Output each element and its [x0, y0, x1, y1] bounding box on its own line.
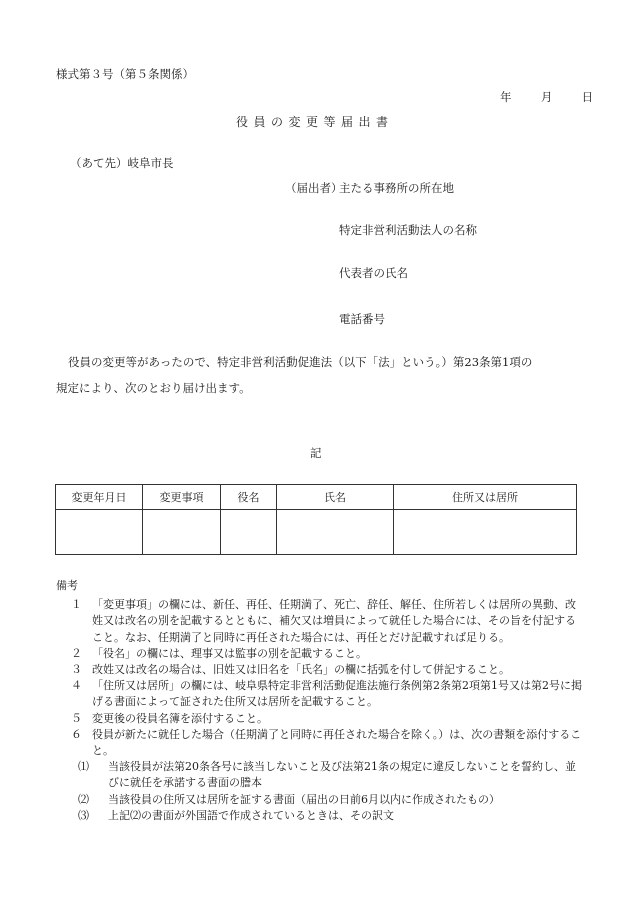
addressee: （あて先）岐阜市長: [70, 156, 174, 170]
header-change-date: 変更年月日: [56, 485, 143, 510]
note-number: ４: [71, 679, 82, 693]
note-item: [56, 646, 586, 662]
submitter-label: （届出者）: [285, 181, 343, 195]
note-item: [56, 662, 586, 678]
note-number: １: [71, 598, 82, 612]
header-change-item: 変更事項: [143, 485, 221, 510]
table-row: [56, 510, 577, 555]
note-text: 変更後の役員名簿を添付すること。: [92, 711, 268, 725]
representative-label: 代表者の氏名: [339, 266, 408, 280]
note-text: 改姓又は改名の場合は、旧姓又は旧名を「氏名」の欄に括弧を付して併記すること。: [92, 663, 510, 677]
body-text: [56, 349, 576, 401]
date-line: [500, 89, 593, 105]
note-item: [56, 711, 586, 727]
subnote-item: [68, 792, 586, 808]
form-number: 様式第３号（第５条関係）: [56, 67, 194, 81]
note-item: [56, 727, 586, 759]
body-line-1: 役員の変更等があったので、特定非営利活動促進法（以下「法」という。）第23条第1項の: [68, 355, 533, 369]
header-address: 住所又は居所: [394, 485, 577, 510]
office-address-label: 主たる事務所の所在地: [339, 181, 454, 195]
body-line-2: 規定により、次のとおり届け出ます。: [56, 381, 251, 395]
notes-title: 備考: [56, 579, 78, 592]
cell-change-item[interactable]: [143, 510, 221, 555]
note-text: 役員が新たに就任した場合（任期満了と同時に再任された場合を除く。）は、次の書類を添付すること。: [92, 727, 582, 758]
subnote-number: ⑶: [78, 808, 89, 822]
corp-name-label: 特定非営利活動法人の名称: [339, 223, 477, 237]
note-text: 「住所又は居所」の欄には、岐阜県特定非営利活動促進法施行条例第2条第2項第1号又は第2号に掲げる書面によって証された住所又は居所を記載すること。: [92, 679, 582, 709]
table-header-row: [56, 485, 577, 510]
date-day: 日: [581, 90, 594, 104]
cell-position[interactable]: [221, 510, 277, 555]
subnote-number: ⑵: [78, 792, 89, 806]
cell-address[interactable]: [394, 510, 577, 555]
note-number: ６: [71, 727, 82, 741]
note-text: 「変更事項」の欄には、新任、再任、任期満了、死亡、辞任、解任、住所若しくは居所の異動、改姓又は改名の別を記載するとともに、補欠又は増員によって就任した場合には、その旨を付記すること。なお、任期満了と同時に再任された場合には、再任とだけ記載すれば足りる。: [92, 598, 576, 644]
subnote-item: [68, 808, 586, 824]
subnote-number: ⑴: [78, 760, 89, 774]
header-name: 氏名: [277, 485, 394, 510]
ki-heading: 記: [310, 446, 322, 460]
changes-table: [55, 484, 577, 555]
note-number: ５: [71, 711, 82, 725]
phone-label: 電話番号: [339, 312, 385, 326]
subnote-text: 当該役員が法第20条各号に該当しないこと及び法第21条の規定に違反しないことを誓約し、並びに就任を承諾する書面の謄本: [108, 760, 576, 790]
subnote-text: 当該役員の住所又は居所を証する書面（届出の日前6月以内に作成されたもの）: [108, 792, 500, 806]
note-text: 「役名」の欄には、理事又は監事の別を記載すること。: [92, 646, 367, 660]
notes-section: [56, 578, 586, 824]
header-position: 役名: [221, 485, 277, 510]
note-number: ３: [71, 663, 82, 677]
note-item: [56, 597, 586, 646]
document-title: 役員の変更等届出書: [236, 115, 394, 129]
cell-name[interactable]: [277, 510, 394, 555]
subnote-item: [68, 759, 586, 791]
note-number: ２: [71, 646, 82, 660]
subnote-text: 上記⑵の書面が外国語で作成されているときは、その訳文: [108, 808, 394, 822]
date-month: 月: [540, 90, 553, 104]
date-year: 年: [500, 90, 512, 104]
cell-change-date[interactable]: [56, 510, 143, 555]
note-item: [56, 678, 586, 710]
